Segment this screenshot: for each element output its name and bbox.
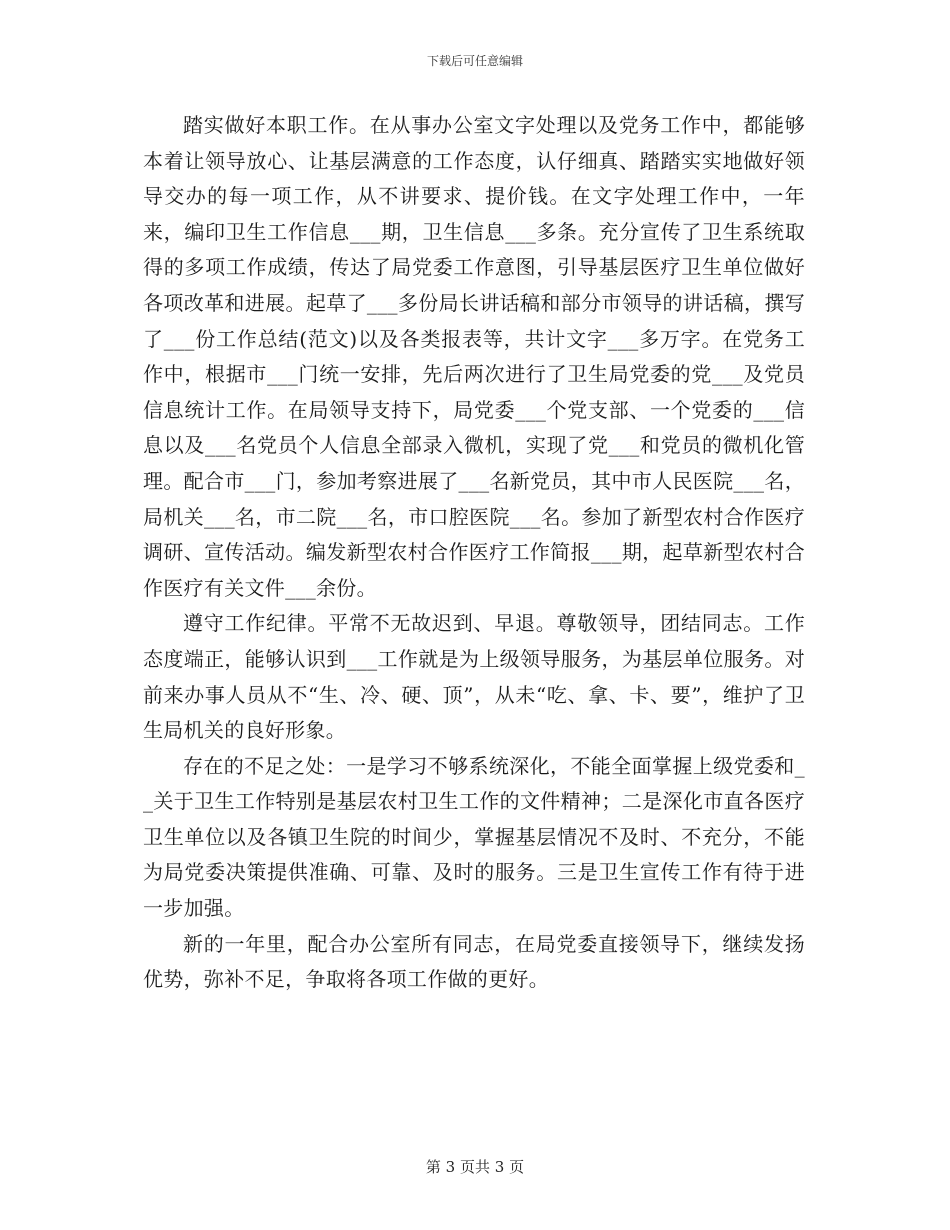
paragraph-shortcomings: 存在的不足之处：一是学习不够系统深化，不能全面掌握上级党委和__关于卫生工作特别是基层农村卫生工作的文件精神；二是深化市直各医疗卫生单位以及各镇卫生院的时间少，掌握基层情况不及时、不充分，不能为局党委决策提供准确、可靠、及时的服务。三是卫生宣传工作有待于进一步加强。 (143, 753, 805, 921)
paragraph-new-year-plan: 新的一年里，配合办公室所有同志，在局党委直接领导下，继续发扬优势，弥补不足，争取将各项工作做的更好。 (143, 931, 805, 992)
page-header: 下载后可任意编辑 (426, 54, 523, 68)
paragraph-discipline: 遵守工作纪律。平常不无故迟到、早退。尊敬领导，团结同志。工作态度端正，能够认识到___工作就是为上级领导服务，为基层单位服务。对前来办事人员从不“生、冷、硬、顶”，从未“吃、拿、卡、要”，维护了卫生局机关的良好形象。 (143, 611, 805, 743)
page-footer: 第 3 页共 3 页 (425, 1158, 525, 1176)
document-body (143, 108, 805, 998)
paragraph-work-duties: 踏实做好本职工作。在从事办公室文字处理以及党务工作中，都能够本着让领导放心、让基层满意的工作态度，认仔细真、踏踏实实地做好领导交办的每一项工作，从不讲要求、提价钱。在文字处理工作中，一年来，编印卫生工作信息___期，卫生信息___多条。充分宣传了卫生系统取得的多项工作成绩，传达了局党委工作意图，引导基层医疗卫生单位做好各项改革和进展。起草了___多份局长讲话稿和部分市领导的讲话稿，撰写了___份工作总结(范文)以及各类报表等，共计文字___多万字。在党务工作中，根据市___门统一安排，先后两次进行了卫生局党委的党___及党员信息统计工作。在局领导支持下，局党委___个党支部、一个党委的___信息以及___名党员个人信息全部录入微机，实现了党___和党员的微机化管理。配合市___门，参加考察进展了___名新党员，其中市人民医院___名，局机关___名，市二院___名，市口腔医院___名。参加了新型农村合作医疗调研、宣传活动。编发新型农村合作医疗工作简报___期，起草新型农村合作医疗有关文件___余份。 (143, 113, 805, 600)
